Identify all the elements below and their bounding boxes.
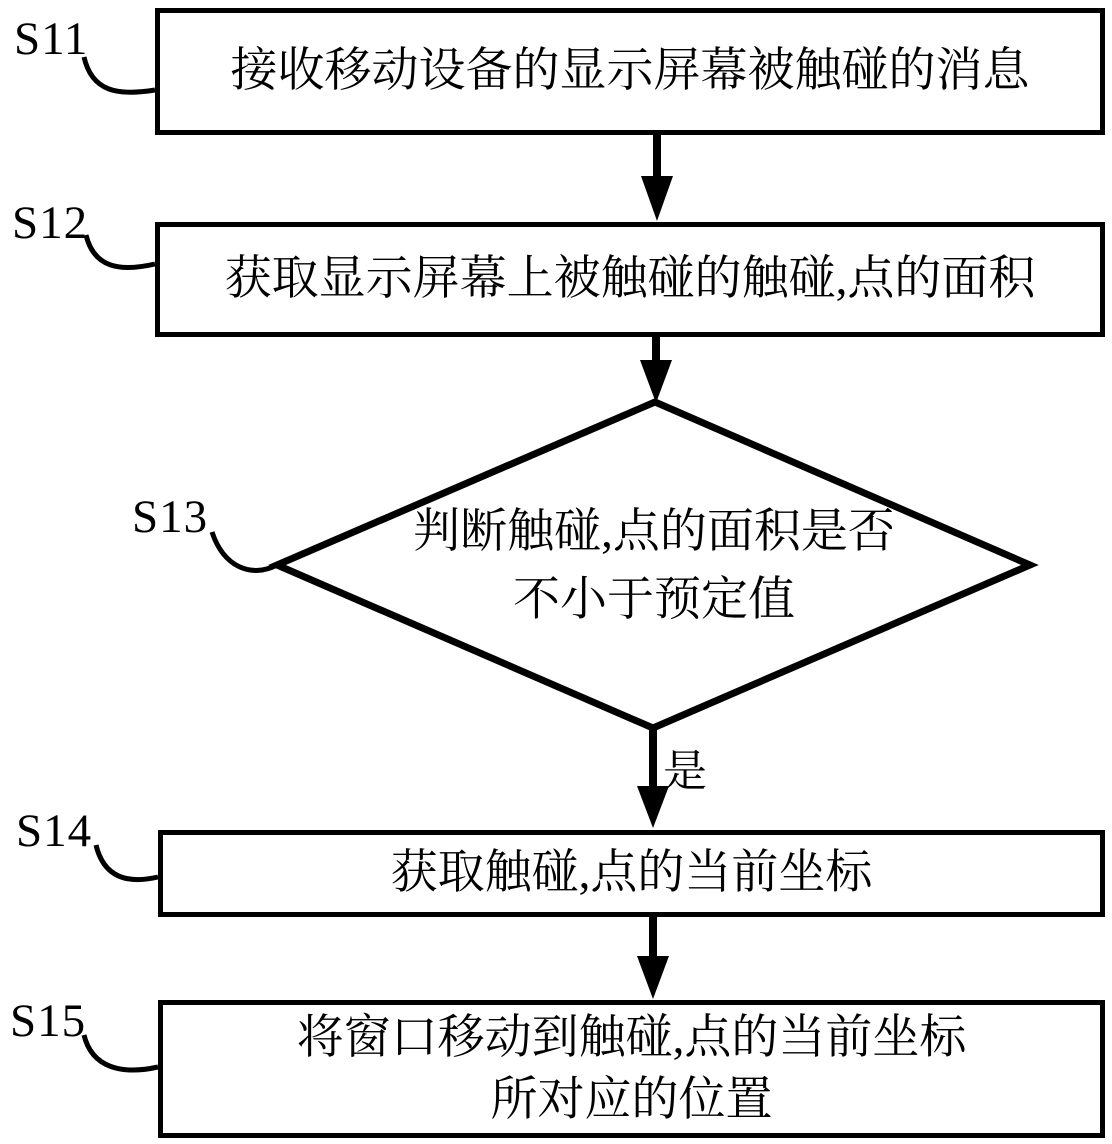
- process-box-s11: [155, 8, 1105, 135]
- process-box-s14: [158, 830, 1105, 917]
- process-box-s15: [158, 1000, 1105, 1138]
- s14-label-connector: [96, 845, 158, 880]
- process-text-s15-line1: 将窗口移动到触碰,点的当前坐标: [296, 1011, 967, 1064]
- process-text-s14: 获取触碰,点的当前坐标: [390, 847, 873, 900]
- step-label-s13: S13: [132, 491, 209, 543]
- branch-label-yes: 是: [663, 747, 707, 796]
- s15-label-connector: [84, 1035, 158, 1070]
- step-label-s14: S14: [16, 805, 93, 857]
- s11-label-connector: [84, 57, 155, 92]
- process-text-s15-line2: 所对应的位置: [490, 1074, 773, 1126]
- step-label-s15: S15: [10, 995, 87, 1047]
- step-label-s12: S12: [12, 197, 89, 249]
- decision-text-s13: [304, 498, 1004, 634]
- process-text-s11: 接收移动设备的显示屏幕被触碰的消息: [230, 45, 1030, 98]
- arrow-s11-s12-head: [641, 176, 673, 221]
- s12-label-connector: [86, 235, 155, 268]
- decision-text-s13-line1: 判断触碰,点的面积是否: [413, 506, 895, 558]
- step-label-s11: S11: [14, 13, 89, 65]
- decision-text-s13-line2: 不小于预定值: [513, 574, 795, 627]
- s13-label-connector: [212, 532, 277, 570]
- arrow-s14-s15-head: [637, 956, 669, 999]
- arrow-s12-s13-head: [640, 360, 672, 403]
- process-text-s12: 获取显示屏幕上被触碰的触碰,点的面积: [224, 253, 1036, 306]
- process-box-s12: [155, 222, 1105, 337]
